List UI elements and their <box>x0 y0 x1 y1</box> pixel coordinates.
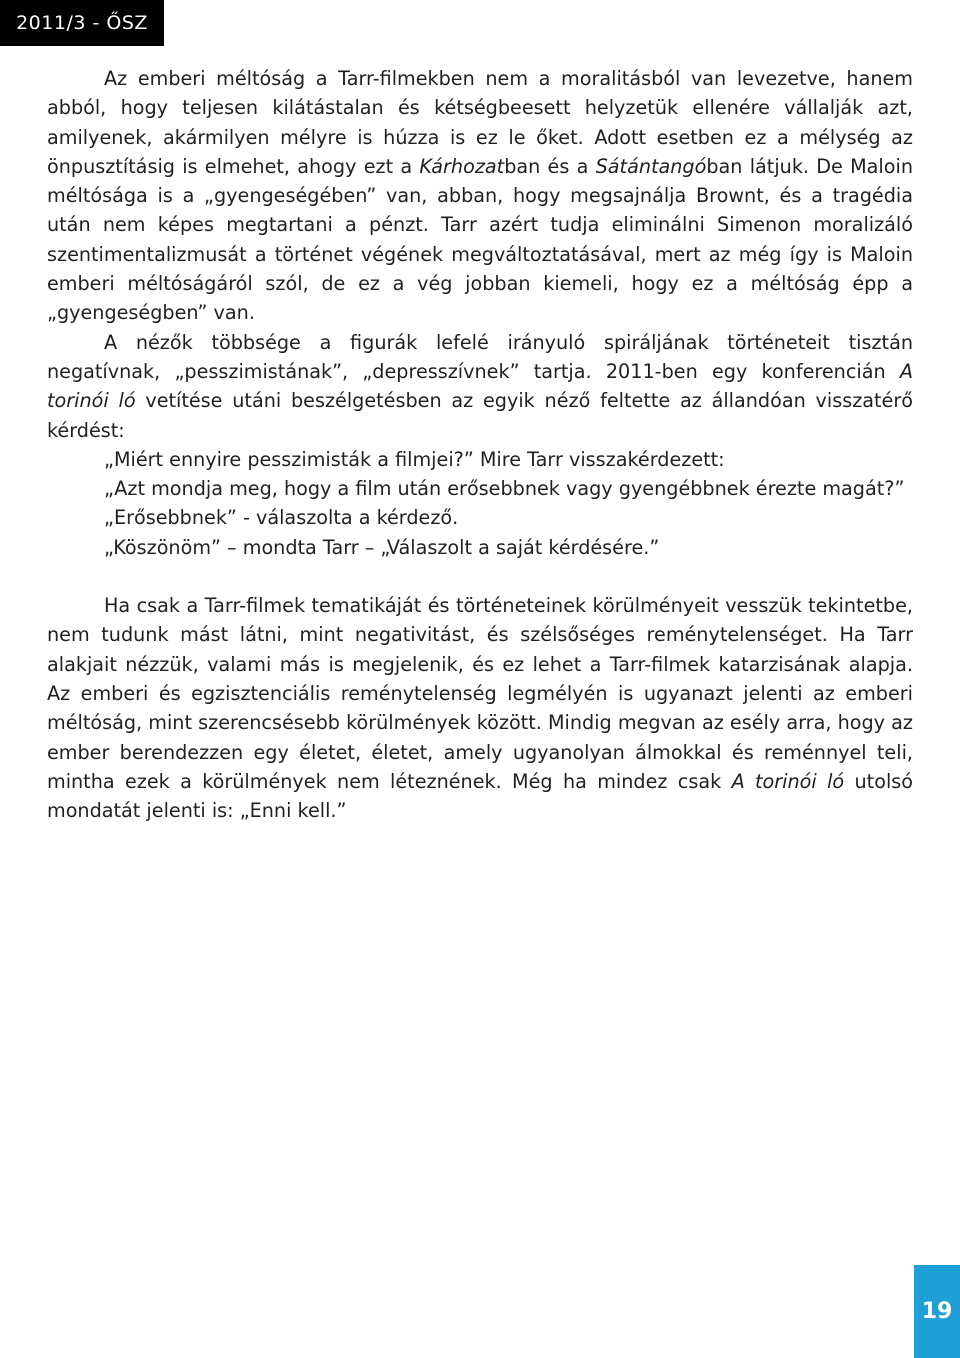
paragraph-2-text-a: A nézők többsége a figurák lefelé irányuló spiráljának történeteit tisztán negatívnak, „pesszimistának”, „depresszívnek” tartja. 2011-ben egy konferencián <box>47 330 913 383</box>
paragraph-1-text-a: Az emberi méltóság a Tarr-filmekben nem a moralitásból van levezetve, hanem abból, hogy teljesen kilátástalan és kétségbeesett helyzetük ellenére vállalják azt, amilyenek, akármilyen mélyre is húzza is ez le őket. Adott esetben ez a mélység az önpusztításig is elmehet, ahogy ezt a <box>47 67 913 178</box>
page-number: 19 <box>914 1265 960 1358</box>
paragraph-1-text-c: ban látjuk. De Maloin méltósága is a „gyengeségében” van, abban, hogy megsajnálja Brownt, és a tragédia után nem képes megtartani a pénzt. Tarr azért tudja eliminálni Simenon moralizáló szentimentalizmusát a történet végének megváltoztatásával, mert az még így is Maloin emberi méltóságáról szól, de ez a vég jobban kiemeli, hogy ez a méltóság épp a „gyengeségben” van. <box>47 154 913 325</box>
film-title-torinoi-lo-2: A torinói ló <box>731 769 845 793</box>
paragraph-1 <box>47 64 913 328</box>
film-title-karhozat: Kárhozat <box>419 154 505 178</box>
issue-label: 2011/3 - ŐSZ <box>0 0 164 46</box>
paragraph-2-text-b: vetítése utáni beszélgetésben az egyik néző feltette az állandóan visszatérő kérdést: <box>47 389 913 442</box>
paragraph-3-text-b: utolsó mondatát jelenti is: „Enni kell.” <box>47 769 914 823</box>
film-title-torinoi-lo: A torinói ló <box>47 359 913 413</box>
paragraph-3-text-a: Ha csak a Tarr-filmek tematikáját és történeteinek körülményeit vesszük tekintetbe, nem tudunk mást látni, mint negativitást, és szélsőséges reménytelenséget. Ha Tarr alakjait nézzük, valami más is megjelenik, és ez lehet a Tarr-filmek katarzisának alapja. Az emberi és egzisztenciális reménytelenség legmélyén is ugyanazt jelenti az emberi méltóság, mint szerencsésebb körülmények között. Mindig megvan az esély arra, hogy az ember berendezzen egy életet, életet, amely ugyanolyan álmokkal és reménnyel teli, mintha ezek a körülmények nem léteznének. Még ha mindez csak <box>47 594 913 793</box>
paragraph-3 <box>47 591 913 825</box>
article-body <box>47 64 913 825</box>
dialogue-line-2: „Azt mondja meg, hogy a film után erősebbnek vagy gyengébbnek érezte magát?” <box>104 477 905 501</box>
paragraph-spacer <box>47 562 913 591</box>
film-title-satantango: Sátántangó <box>595 154 707 178</box>
dialogue-line-4: „Köszönöm” – mondta Tarr – „Válaszolt a saját kérdésére.” <box>104 535 660 559</box>
dialogue-line-1: „Miért ennyire pesszimisták a filmjei?” Mire Tarr visszakérdezett: <box>104 447 725 471</box>
paragraph-1-text-b: ban és a <box>504 154 596 178</box>
dialogue-line-3: „Erősebbnek” - válaszolta a kérdező. <box>104 506 459 530</box>
paragraph-2 <box>47 328 913 445</box>
